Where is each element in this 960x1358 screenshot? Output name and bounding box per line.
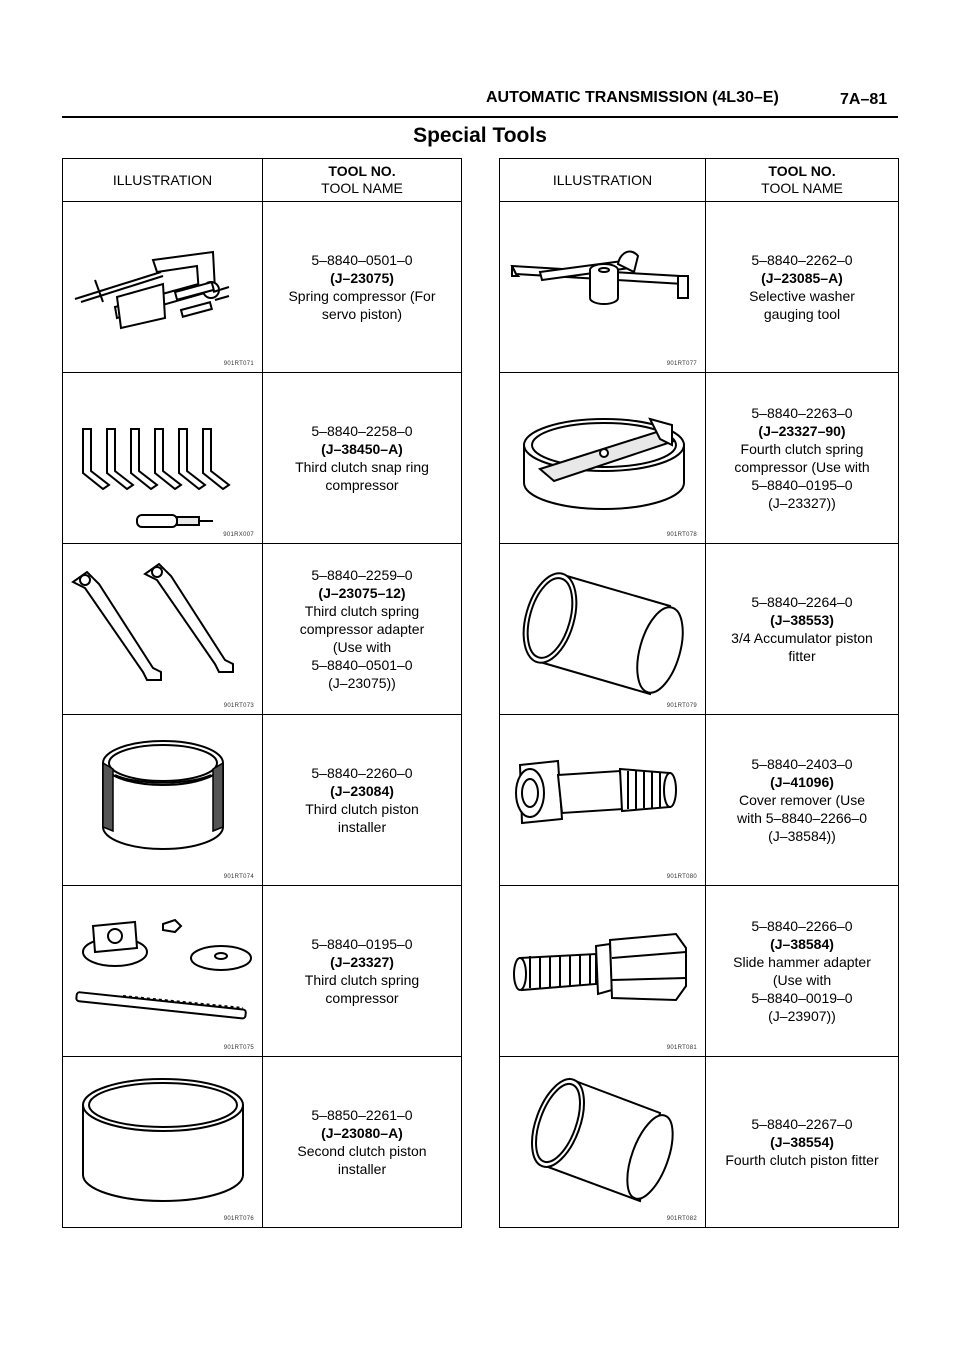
header-tool — [263, 159, 462, 202]
tool-name-line: (Use with — [332, 639, 392, 655]
tool-description — [263, 886, 462, 1057]
figure-code: 901RT075 — [223, 1045, 254, 1051]
tool-illustration — [63, 373, 263, 544]
tool-name-line: gauging tool — [763, 306, 841, 322]
second-piston-installer-icon — [63, 1057, 263, 1227]
tool-name-line: (J–23075)) — [328, 675, 396, 691]
tool-row — [63, 886, 462, 1057]
tool-j-number: (J–23075–12) — [318, 585, 406, 601]
tool-j-number: (J–23327) — [330, 954, 394, 970]
tool-row — [63, 544, 462, 715]
tool-illustration — [500, 202, 706, 373]
header-tool-no: TOOL NO. — [768, 163, 836, 179]
tool-illustration — [63, 544, 263, 715]
tool-row — [63, 715, 462, 886]
tool-j-number: (J–23327–90) — [758, 423, 846, 439]
tool-name-line: compressor (Use with — [734, 459, 870, 475]
figure-code: 901RX007 — [223, 532, 254, 538]
tool-row — [500, 544, 899, 715]
running-header-title: AUTOMATIC TRANSMISSION (4L30–E) — [486, 89, 779, 106]
figure-code: 901RT074 — [223, 874, 254, 880]
tool-row — [63, 373, 462, 544]
tool-illustration — [500, 1057, 706, 1228]
tool-number: 5–8840–2258–0 — [311, 423, 413, 439]
tool-description — [706, 886, 899, 1057]
tool-row — [63, 1057, 462, 1228]
washer-gauging-tool-icon — [500, 202, 706, 372]
tool-name-line: Second clutch piston — [297, 1143, 427, 1159]
tool-j-number: (J–23080–A) — [321, 1125, 403, 1141]
figure-code: 901RT077 — [666, 361, 697, 367]
tool-illustration — [500, 886, 706, 1057]
fourth-clutch-compressor-icon — [500, 373, 706, 543]
header-rule — [62, 116, 898, 118]
tool-description — [706, 544, 899, 715]
piston-installer-ring-icon — [63, 715, 263, 885]
tool-number: 5–8840–2264–0 — [751, 594, 853, 610]
tool-name-line: installer — [337, 819, 387, 835]
tool-illustration — [500, 373, 706, 544]
tool-name-line: Cover remover (Use — [738, 792, 866, 808]
page-number: 7A–81 — [840, 91, 888, 108]
section-title: Special Tools — [413, 124, 547, 147]
tool-name-line: Third clutch spring — [304, 603, 420, 619]
figure-code: 901RT081 — [666, 1045, 697, 1051]
tool-number: 5–8840–2259–0 — [311, 567, 413, 583]
tool-illustration — [63, 715, 263, 886]
compressor-adapter-icon — [63, 544, 263, 714]
header-tool-name: TOOL NAME — [761, 180, 843, 196]
tool-name-line: 5–8840–0019–0 — [751, 990, 853, 1006]
tool-name-line: compressor — [325, 477, 399, 493]
tool-j-number: (J–23075) — [330, 270, 394, 286]
tool-number: 5–8840–2262–0 — [751, 252, 853, 268]
tool-illustration — [63, 886, 263, 1057]
tool-description — [263, 373, 462, 544]
figure-code: 901RT073 — [223, 703, 254, 709]
tool-illustration — [63, 1057, 263, 1228]
tool-name-line: Selective washer — [749, 288, 855, 304]
header-tool-name: TOOL NAME — [321, 180, 403, 196]
tool-name-line: Spring compressor (For — [288, 288, 436, 304]
tool-j-number: (J–38554) — [770, 1134, 834, 1150]
tool-name-line: servo piston) — [321, 306, 403, 322]
figure-code: 901RT078 — [666, 532, 697, 538]
tool-description — [706, 373, 899, 544]
tools-table-right — [499, 158, 899, 1228]
tool-name-line: Fourth clutch spring — [740, 441, 864, 457]
tool-description — [263, 544, 462, 715]
tool-row — [500, 373, 899, 544]
tool-row — [500, 1057, 899, 1228]
tool-name-line: Third clutch piston — [305, 801, 419, 817]
tool-j-number: (J–38450–A) — [321, 441, 403, 457]
tool-illustration — [500, 715, 706, 886]
header-tool — [706, 159, 899, 202]
tool-number: 5–8840–0195–0 — [311, 936, 413, 952]
tool-j-number: (J–23085–A) — [761, 270, 843, 286]
tool-illustration — [500, 544, 706, 715]
tool-description — [263, 202, 462, 373]
tool-number: 5–8840–0501–0 — [311, 252, 413, 268]
accumulator-piston-fitter-icon — [500, 544, 706, 714]
tool-name-line: 3/4 Accumulator piston — [731, 630, 873, 646]
tool-name-line: (J–23327)) — [768, 495, 836, 511]
tool-number: 5–8840–2266–0 — [751, 918, 853, 934]
tool-name-line: (J–23907)) — [768, 1008, 836, 1024]
tool-j-number: (J–23084) — [330, 783, 394, 799]
tool-description — [706, 202, 899, 373]
tool-description — [263, 1057, 462, 1228]
header-illustration: ILLUSTRATION — [500, 159, 706, 202]
tool-number: 5–8840–2260–0 — [311, 765, 413, 781]
tool-name-line: installer — [337, 1161, 387, 1177]
tool-name-line: compressor — [325, 990, 399, 1006]
tool-illustration — [63, 202, 263, 373]
tool-number: 5–8840–2267–0 — [751, 1116, 853, 1132]
figure-code: 901RT076 — [223, 1216, 254, 1222]
header-tool-no: TOOL NO. — [328, 163, 396, 179]
tool-name-line: Third clutch snap ring — [295, 459, 429, 475]
tool-j-number: (J–38553) — [770, 612, 834, 628]
tool-name-line: with 5–8840–2266–0 — [736, 810, 867, 826]
tool-j-number: (J–41096) — [770, 774, 834, 790]
tool-name-line: compressor adapter — [299, 621, 425, 637]
tool-name-line: (Use with — [772, 972, 832, 988]
tool-j-number: (J–38584) — [770, 936, 834, 952]
cover-remover-icon — [500, 715, 706, 885]
tool-name-line: fitter — [788, 648, 816, 664]
header-illustration: ILLUSTRATION — [63, 159, 263, 202]
spring-compressor-icon — [63, 202, 263, 372]
tools-table-left — [62, 158, 462, 1228]
tool-row — [500, 886, 899, 1057]
tool-name-line: 5–8840–0195–0 — [751, 477, 853, 493]
tool-name-line: Third clutch spring — [304, 972, 420, 988]
clutch-spring-compressor-icon — [63, 886, 263, 1056]
tool-row — [63, 202, 462, 373]
tool-number: 5–8840–2403–0 — [751, 756, 853, 772]
tool-name-line: Fourth clutch piston fitter — [725, 1152, 879, 1168]
figure-code: 901RT080 — [666, 874, 697, 880]
figure-code: 901RT071 — [223, 361, 254, 367]
fourth-piston-fitter-icon — [500, 1057, 706, 1227]
tool-number: 5–8850–2261–0 — [311, 1107, 413, 1123]
tool-name-line: (J–38584)) — [768, 828, 836, 844]
tool-row — [500, 715, 899, 886]
tool-description — [263, 715, 462, 886]
tool-number: 5–8840–2263–0 — [751, 405, 853, 421]
slide-hammer-adapter-icon — [500, 886, 706, 1056]
tool-description — [706, 715, 899, 886]
figure-code: 901RT079 — [666, 703, 697, 709]
tool-row — [500, 202, 899, 373]
figure-code: 901RT082 — [666, 1216, 697, 1222]
tool-name-line: Slide hammer adapter — [733, 954, 871, 970]
snap-ring-compressor-icon — [63, 373, 263, 543]
tool-description — [706, 1057, 899, 1228]
tool-name-line: 5–8840–0501–0 — [311, 657, 413, 673]
